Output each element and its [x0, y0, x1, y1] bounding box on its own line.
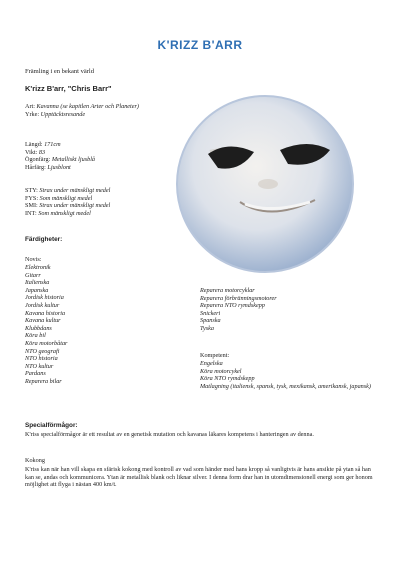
kokong-heading: Kokong — [25, 457, 45, 464]
novis-left-item: Japanska — [25, 286, 49, 294]
novis-left-item: NTO geografi — [25, 347, 60, 355]
attributes-block: STY: Strax under mänskligt medel FYS: Som mänskligt medel SMI: Strax under mänskligt medel INT: Som mänskligt medel — [25, 187, 111, 217]
skills-heading: Färdigheter: — [25, 236, 63, 243]
novis-left-item: NTO historia — [25, 355, 58, 363]
special-text: K'riss specialförmågor är ett resultat av en genetisk mutation och kavanas läkares kompetens i hanteringen av denna. — [25, 431, 314, 438]
novis-right-item: Reparera NTO rymdskepp — [200, 302, 265, 310]
novis-right-item: Tyska — [200, 324, 214, 332]
novis-right-item: Reparera motorcyklar — [200, 287, 255, 294]
novis-left-item: Pardans — [25, 370, 46, 378]
novis-left-item: Kavana kultur — [25, 317, 61, 325]
novis-left-item: Reparera bilar — [25, 377, 62, 385]
character-portrait — [170, 92, 360, 277]
kompetent-item: Engelska — [200, 360, 223, 367]
novis-left-item: Jordisk historia — [25, 294, 64, 302]
kompetent-item: Matlagning (italiensk, spansk, tysk, mexikansk, amerikansk, japansk) — [200, 382, 371, 390]
physical-block: Längd: 171cm Vikt: 83 Ögonfärg: Metalliskt ljusblå Hårfärg: Ljusblont — [25, 141, 96, 171]
kompetent-label: Kompetent: — [200, 352, 230, 359]
novis-left-item: Köra motorbåtar — [25, 339, 68, 347]
page-title: K'RIZZ B'ARR — [157, 38, 243, 52]
species-line: Art: Kavanna (se kapitlen Arter och Planeter) — [25, 103, 139, 110]
novis-left-item: Kavana historia — [25, 309, 66, 317]
novis-label: Novis: — [25, 256, 42, 263]
novis-left-item: Klubbdans — [25, 324, 52, 332]
kompetent-list — [200, 360, 380, 390]
novis-right-item: Reparera förbränningsmotorer — [200, 294, 277, 302]
novis-right-item: Spanska — [200, 317, 221, 325]
special-heading: Specialförmågor: — [25, 422, 78, 429]
novis-right-list — [200, 287, 277, 333]
novis-left-item: Gitarr — [25, 271, 41, 279]
novis-left-item: Elektronik — [25, 264, 51, 271]
novis-right-item: Snickeri — [200, 309, 221, 317]
profession-line: Yrke: Upptäcktsresande — [25, 110, 86, 118]
kompetent-item: Köra motorcykel — [200, 367, 242, 375]
novis-left-item: NTO kultur — [25, 362, 54, 370]
novis-left-item: Jordisk kultur — [25, 301, 60, 309]
tagline: Främling i en bekant värld — [25, 68, 94, 75]
kompetent-item: Köra NTO rymdskepp — [200, 375, 255, 383]
identity-block — [25, 103, 175, 118]
kokong-text: K'riss kan när han vill skapa en sfärisk kokong med kontroll av vad som händer med hans kropp så vanligtvis är hans ansikte på ytan så han kan se, andas och kommunicera. Ytan är metallisk blank och liknar silver. I denna form drar han in utomdimensionell energi som ger honom möjlighet att flyga i nästan 400 km/t. — [25, 466, 373, 489]
novis-left-list — [25, 264, 67, 386]
novis-left-item: Italienska — [25, 279, 50, 287]
character-heading: K'rizz B'arr, "Chris Barr" — [25, 84, 112, 93]
novis-left-item: Köra bil — [25, 332, 46, 340]
